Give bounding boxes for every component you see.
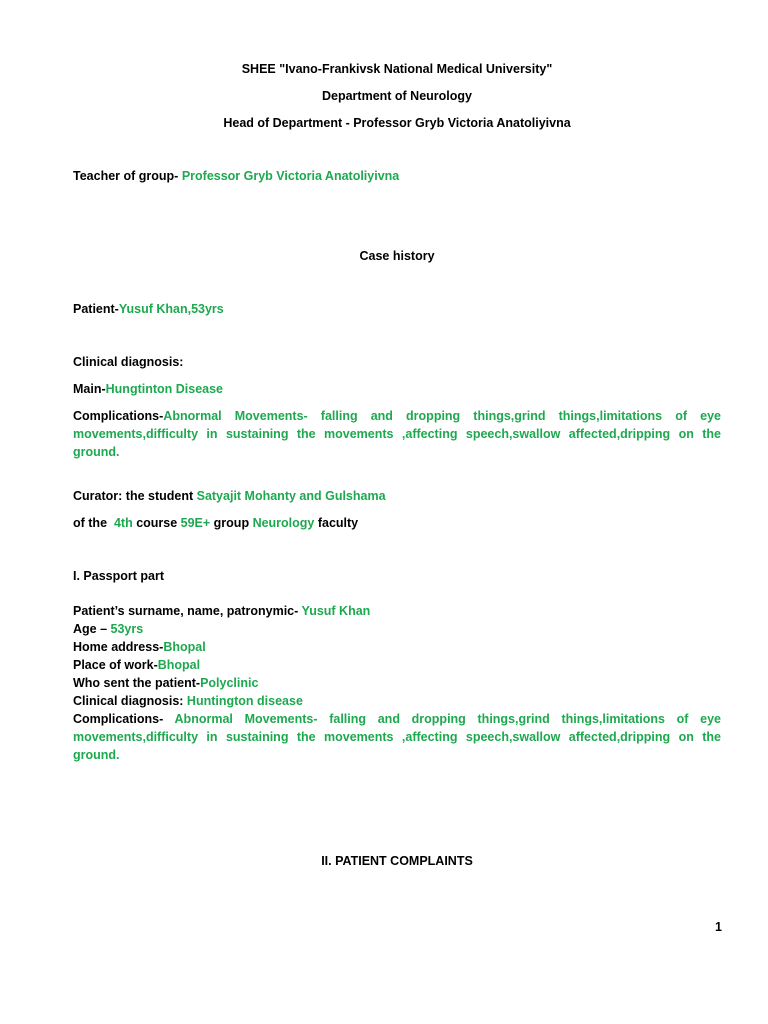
complications-label: Complications-: [73, 409, 164, 423]
curator-value: Satyajit Mohanty and Gulshama: [196, 489, 386, 503]
course-word: course: [132, 516, 181, 530]
passport-home-line: [73, 640, 721, 655]
course-number: 4th: [113, 516, 133, 530]
passport-name-value: Yusuf Khan: [301, 604, 371, 618]
faculty-word: faculty: [314, 516, 359, 530]
passport-complications-label: Complications-: [73, 712, 175, 726]
passport-work-label: Place of work-: [73, 658, 158, 672]
main-diagnosis-label: Main-: [73, 382, 106, 396]
complaints-heading: II. PATIENT COMPLAINTS: [321, 854, 473, 868]
passport-work-value: Bhopal: [157, 658, 201, 672]
passport-heading: I. Passport part: [73, 569, 164, 583]
passport-diagnosis-line: [73, 694, 721, 709]
passport-sent-line: [73, 676, 721, 691]
passport-diagnosis-label: Clinical diagnosis:: [73, 694, 187, 708]
passport-home-value: Bhopal: [163, 640, 206, 654]
patient-value: Yusuf Khan,53yrs: [118, 302, 224, 316]
page-number: 1: [715, 920, 722, 934]
faculty-name: Neurology: [252, 516, 315, 530]
passport-name-label: Patient’s surname, name, patronymic-: [73, 604, 302, 618]
main-diagnosis-value: Hungtinton Disease: [105, 382, 224, 396]
passport-name-line: [73, 604, 721, 619]
complications-value: Abnormal Movements- falling and dropping things,grind things,limitations of eye movements,difficulty in sustaining the movements ,affecting speech,swallow affected,dripping on the ground.: [73, 409, 721, 459]
complications-paragraph: [73, 407, 721, 461]
passport-sent-label: Who sent the patient-: [73, 676, 201, 690]
patient-label: Patient-: [73, 302, 119, 316]
group-word: group: [210, 516, 253, 530]
head-of-department: Head of Department - Professor Gryb Victoria Anatoliyivna: [223, 116, 571, 130]
course-line: [73, 516, 721, 531]
main-diagnosis-line: [73, 382, 721, 397]
passport-complications-paragraph: [73, 710, 721, 764]
teacher-line: [73, 169, 721, 184]
passport-diagnosis-value: Huntington disease: [186, 694, 303, 708]
passport-sent-value: Polyclinic: [200, 676, 259, 690]
passport-age-value: 53yrs: [110, 622, 144, 636]
passport-home-label: Home address-: [73, 640, 164, 654]
curator-label: Curator: the student: [73, 489, 197, 503]
passport-work-line: [73, 658, 721, 673]
case-history-title: Case history: [359, 249, 435, 263]
passport-age-label: Age –: [73, 622, 111, 636]
teacher-value: Professor Gryb Victoria Anatoliyivna: [181, 169, 400, 183]
passport-complications-value: Abnormal Movements- falling and dropping things,grind things,limitations of eye movements,difficulty in sustaining the movements ,affecting speech,swallow affected,dripping on the ground.: [73, 712, 721, 762]
course-of-the: of the: [73, 516, 114, 530]
department-title: Department of Neurology: [321, 89, 472, 103]
patient-line: [73, 302, 721, 317]
group-number: 59E+: [180, 516, 211, 530]
institution-title: SHEE "Ivano-Frankivsk National Medical University": [241, 62, 553, 76]
passport-age-line: [73, 622, 721, 637]
clinical-diagnosis-heading: Clinical diagnosis:: [73, 355, 184, 369]
teacher-label: Teacher of group-: [73, 169, 182, 183]
curator-line: [73, 489, 721, 504]
